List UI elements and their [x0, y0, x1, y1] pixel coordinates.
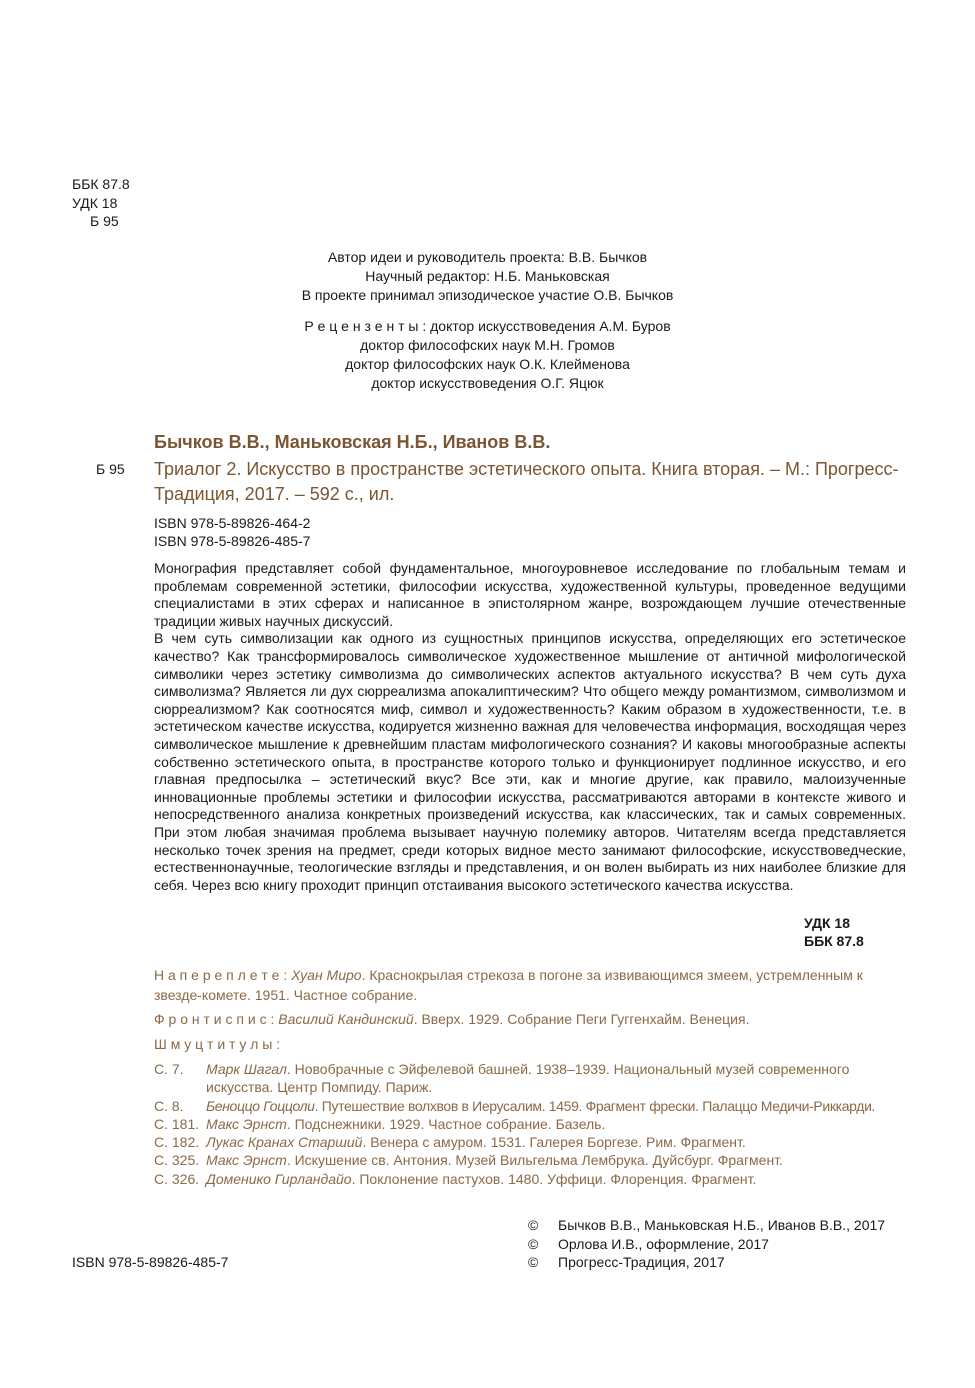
frontispiece-caption — [154, 1011, 914, 1027]
isbn: ISBN 978-5-89826-485-7 — [154, 533, 311, 549]
bbk-code: ББК 87.8 — [804, 933, 864, 949]
classification-codes — [72, 175, 130, 231]
page-ref: С. 325. — [154, 1152, 200, 1169]
page-ref: С. 8. — [154, 1097, 184, 1114]
artist: Беноццо Гоццоли — [206, 1097, 315, 1114]
reviewers — [150, 317, 825, 393]
list-item — [154, 1133, 914, 1151]
list-item — [154, 1097, 914, 1115]
copyright-holder: Прогресс-Традиция, 2017 — [558, 1254, 725, 1270]
artist: Макс Эрнст — [206, 1152, 287, 1169]
reviewer: доктор философских наук М.Н. Громов — [360, 337, 615, 353]
bbk-code: ББК 87.8 — [72, 176, 130, 192]
page-ref: С. 182. — [154, 1134, 200, 1151]
page-ref: С. 181. — [154, 1115, 200, 1132]
list-item — [154, 1170, 914, 1188]
list-item — [154, 1060, 914, 1097]
book-title: Триалог 2. Искусство в пространстве эстетического опыта. Книга вторая. – М.: Прогресс-Традиция, 2017. – 592 с., ил. — [154, 459, 899, 504]
book-authors: Бычков В.В., Маньковская Н.Б., Иванов В.В. — [154, 432, 551, 452]
frontispiece-label: Ф р о н т и с п и с : — [154, 1011, 275, 1027]
book-code: Б 95 — [96, 461, 125, 477]
credit-line: Научный редактор: Н.Б. Маньковская — [365, 268, 610, 284]
isbn-footer: ISBN 978-5-89826-485-7 — [72, 1254, 229, 1270]
abstract-paragraph: В чем суть символизации как одного из сущностных принципов искусства, определяющих его эстетическое качество? Как трансформировалось символическое художественное мышление от античной мифологической символики через эстетику символизма до символических аспектов актуального искусства? В чем суть духа символизма? Является ли дух сюрреализма апокалиптическим? Что общего между романтизмом, символизмом и сюрреализмом? Как соотносятся миф, символ и художественность? Каким образом в художественности, т.е. в эстетическом качестве искусства, кодируется жизненно важная для человечества информация, восходящая через символическое мышление к древнейшим пластам мифологического сознания? И каковы многообразные аспекты собственно эстетического опыта, в пространстве которого только и функционирует подлинное искусство, и его главная предпосылка – эстетический вкус? Все эти, как и многие другие, как правило, малоизученные инновационные проблемы эстетики и философии искусства, рассматриваются авторами в контексте живого и непосредственного анализа конкретных произведений искусства, как классических, так и самых современных. При этом любая значимая проблема вызывает научную полемику авторов. Читателям всегда представляется несколько точек зрения на предмет, среди которых видное место занимают философские, искусствоведческие, естественнонаучные, теологические взгляды и представления, и он волен выбирать из них наиболее близкие для себя. Через всю книгу проходит принцип отстаивания высокого эстетического качества искусства. — [154, 630, 906, 893]
reviewers-label: Р е ц е н з е н т ы : — [304, 318, 427, 334]
reviewer-line — [150, 317, 825, 336]
classification-right — [804, 914, 864, 950]
artist: Макс Эрнст — [206, 1115, 287, 1132]
abstract — [154, 560, 906, 894]
copyright-holder: Орлова И.В., оформление, 2017 — [558, 1235, 769, 1252]
copyright-block — [528, 1216, 885, 1272]
artwork: . Новобрачные с Эйфелевой башней. 1938–1939. Национальный музей современного искусства. Центр Помпиду. Париж. — [206, 1061, 850, 1096]
copyright-icon: © — [528, 1235, 539, 1252]
isbn-list — [154, 514, 310, 550]
artwork: . Поклонение пастухов. 1480. Уффици. Флоренция. Фрагмент. — [351, 1170, 757, 1187]
artist: Доменико Гирландайо — [206, 1170, 352, 1187]
cover-label: Н а п е р е п л е т е : — [154, 967, 288, 983]
copyright-holder: Бычков В.В., Маньковская Н.Б., Иванов В.В., 2017 — [558, 1217, 886, 1233]
credit-line: Автор идеи и руководитель проекта: В.В. Бычков — [327, 249, 648, 265]
reviewer: доктор искусствоведения А.М. Буров — [430, 318, 671, 334]
artwork: . Венера с амуром. 1531. Галерея Боргезе. Рим. Фрагмент. — [362, 1134, 746, 1151]
artwork: . Подснежники. 1929. Частное собрание. Базель. — [286, 1115, 606, 1132]
author-mark: Б 95 — [90, 213, 119, 229]
copyright-line — [528, 1253, 885, 1272]
cover-caption — [154, 966, 894, 1005]
half-titles-label: Ш м у ц т и т у л ы : — [154, 1036, 281, 1052]
cover-artist: Хуан Миро — [291, 967, 362, 983]
credit-line: В проекте принимал эпизодическое участие О.В. Бычков — [301, 287, 674, 303]
artist: Лукас Кранах Старший — [206, 1134, 363, 1151]
copyright-icon: © — [528, 1217, 539, 1233]
list-item — [154, 1115, 914, 1133]
frontispiece-artist: Василий Кандинский — [278, 1011, 414, 1027]
reviewer: доктор искусствоведения О.Г. Яцюк — [371, 375, 604, 391]
page-ref: С. 326. — [154, 1170, 200, 1187]
artwork: . Искушение св. Антония. Музей Вильгельма Лембрука. Дуйсбург. Фрагмент. — [286, 1152, 783, 1169]
copyright-icon: © — [528, 1254, 539, 1270]
isbn: ISBN 978-5-89826-464-2 — [154, 515, 311, 531]
list-item — [154, 1151, 914, 1169]
cover-text: . Краснокрылая стрекоза в погоне за извивающимся змеем, устремленным к звезде-комете. 1951. Частное собрание. — [154, 967, 863, 1003]
project-credits — [150, 248, 825, 305]
copyright-line — [528, 1216, 885, 1235]
page-ref: С. 7. — [154, 1061, 184, 1077]
frontispiece-text: . Вверх. 1929. Собрание Пеги Гуггенхайм. Венеция. — [413, 1011, 750, 1027]
udk-code: УДК 18 — [804, 915, 850, 931]
udk-code: УДК 18 — [72, 194, 118, 211]
reviewer: доктор философских наук О.К. Клейменова — [345, 356, 630, 372]
half-titles-list — [154, 1060, 914, 1188]
copyright-line — [528, 1235, 885, 1254]
abstract-paragraph: Монография представляет собой фундаментальное, многоуровневое исследование по глобальным темам и проблемам современной эстетики, философии искусства, художественной культуры, проведенное ведущими специалистами в этих сферах и написанное в эпистолярном жанре, возрождающем лучшие отечественные традиции живых научных дискуссий. — [154, 560, 906, 629]
artwork: . Путешествие волхвов в Иерусалим. 1459. Фрагмент фрески. Палаццо Медичи-Риккарди. — [314, 1097, 876, 1114]
artist: Марк Шагал — [206, 1061, 287, 1077]
